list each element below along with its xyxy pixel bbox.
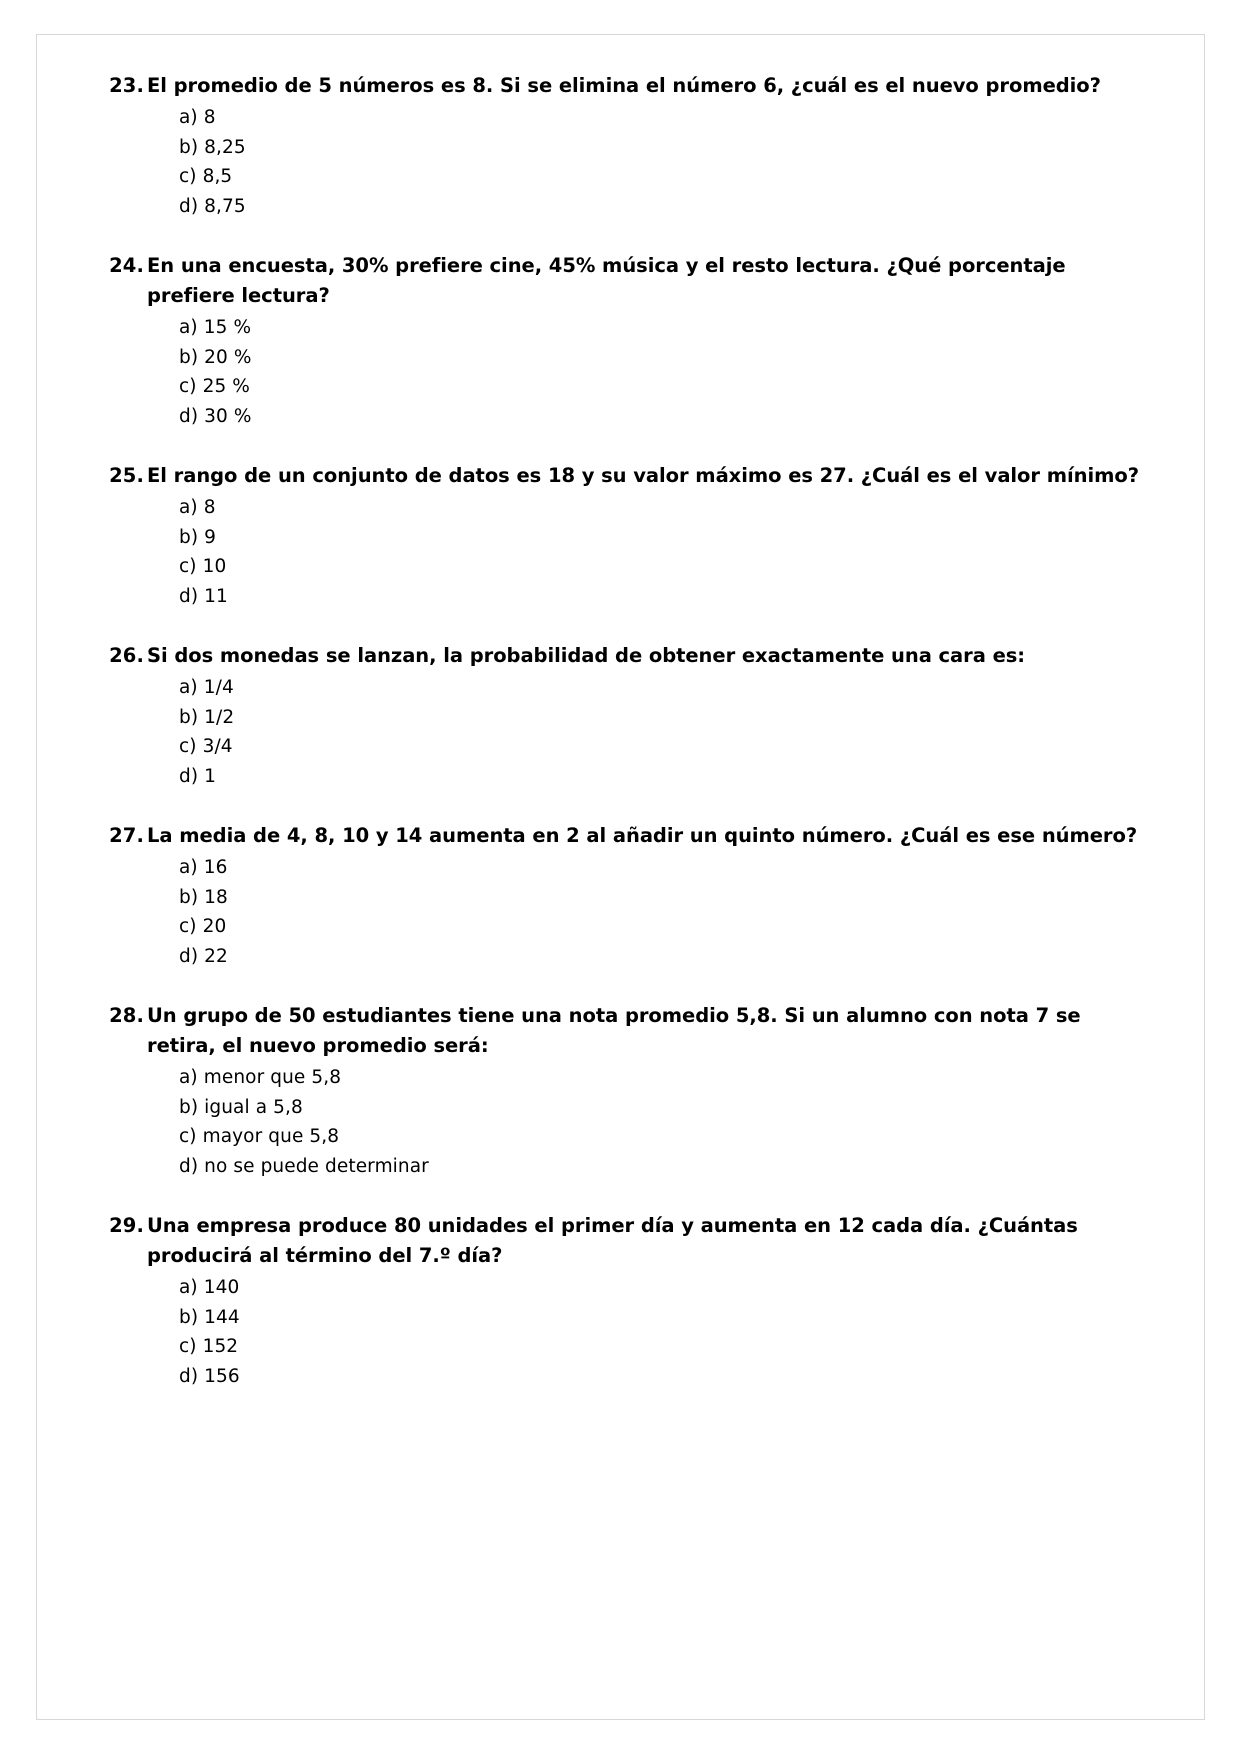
question-body	[147, 821, 1146, 971]
question-text: Una empresa produce 80 unidades el primer día y aumenta en 12 cada día. ¿Cuántas producirá al término del 7.º día?	[147, 1214, 1078, 1267]
question-body	[147, 251, 1146, 431]
option-b[interactable]: b) igual a 5,8	[179, 1096, 303, 1118]
question-text: El rango de un conjunto de datos es 18 y su valor máximo es 27. ¿Cuál es el valor mínimo?	[147, 464, 1139, 487]
option-list	[147, 313, 1146, 431]
option-c[interactable]: c) 3/4	[179, 736, 233, 757]
option-c[interactable]: c) mayor que 5,8	[179, 1126, 340, 1147]
question-item	[103, 821, 1146, 971]
question-number: 23.	[109, 74, 144, 97]
question-item	[103, 71, 1146, 221]
option-a[interactable]: a) menor que 5,8	[179, 1067, 342, 1088]
option-d[interactable]: d) no se puede determinar	[179, 1155, 429, 1177]
option-c[interactable]: c) 25 %	[179, 376, 250, 397]
question-body	[147, 1211, 1146, 1391]
option-a[interactable]: a) 16	[179, 857, 228, 878]
question-number: 29.	[109, 1214, 144, 1237]
option-list	[147, 103, 1146, 221]
question-number: 27.	[109, 824, 144, 847]
option-list	[147, 1273, 1146, 1391]
option-d[interactable]: d) 1	[179, 765, 217, 787]
option-c[interactable]: c) 8,5	[179, 166, 233, 187]
option-a[interactable]: a) 8	[179, 107, 216, 128]
question-number: 26.	[109, 644, 144, 667]
option-b[interactable]: b) 18	[179, 886, 228, 908]
option-c[interactable]: c) 152	[179, 1336, 239, 1357]
option-d[interactable]: d) 11	[179, 585, 228, 607]
option-a[interactable]: a) 140	[179, 1277, 240, 1298]
option-list	[147, 493, 1146, 611]
question-number: 28.	[109, 1004, 144, 1027]
question-body	[147, 71, 1146, 221]
option-b[interactable]: b) 144	[179, 1306, 240, 1328]
question-number: 25.	[109, 464, 144, 487]
question-body	[147, 461, 1146, 611]
option-a[interactable]: a) 1/4	[179, 677, 234, 698]
option-b[interactable]: b) 8,25	[179, 136, 246, 158]
question-text: Si dos monedas se lanzan, la probabilidad de obtener exactamente una cara es:	[147, 644, 1026, 667]
question-item	[103, 251, 1146, 431]
question-number: 24.	[109, 254, 144, 277]
option-b[interactable]: b) 9	[179, 526, 217, 548]
question-body	[147, 641, 1146, 791]
question-body	[147, 1001, 1146, 1181]
question-item	[103, 461, 1146, 611]
option-b[interactable]: b) 1/2	[179, 706, 235, 728]
option-c[interactable]: c) 10	[179, 556, 227, 577]
option-a[interactable]: a) 8	[179, 497, 216, 518]
page-content-frame	[36, 34, 1205, 1720]
option-d[interactable]: d) 156	[179, 1365, 240, 1387]
question-item	[103, 1001, 1146, 1181]
option-b[interactable]: b) 20 %	[179, 346, 252, 368]
question-text: El promedio de 5 números es 8. Si se elimina el número 6, ¿cuál es el nuevo promedio?	[147, 74, 1101, 97]
option-list	[147, 853, 1146, 971]
question-text: La media de 4, 8, 10 y 14 aumenta en 2 al añadir un quinto número. ¿Cuál es ese número?	[147, 824, 1138, 847]
option-list	[147, 1063, 1146, 1181]
question-item	[103, 641, 1146, 791]
question-item	[103, 1211, 1146, 1391]
option-d[interactable]: d) 8,75	[179, 195, 246, 217]
option-d[interactable]: d) 30 %	[179, 405, 252, 427]
option-a[interactable]: a) 15 %	[179, 317, 252, 338]
option-c[interactable]: c) 20	[179, 916, 227, 937]
question-text: En una encuesta, 30% prefiere cine, 45% música y el resto lectura. ¿Qué porcentaje prefiere lectura?	[147, 254, 1066, 307]
question-list	[103, 71, 1146, 1391]
question-text: Un grupo de 50 estudiantes tiene una nota promedio 5,8. Si un alumno con nota 7 se retira, el nuevo promedio será:	[147, 1004, 1081, 1057]
option-d[interactable]: d) 22	[179, 945, 228, 967]
option-list	[147, 673, 1146, 791]
